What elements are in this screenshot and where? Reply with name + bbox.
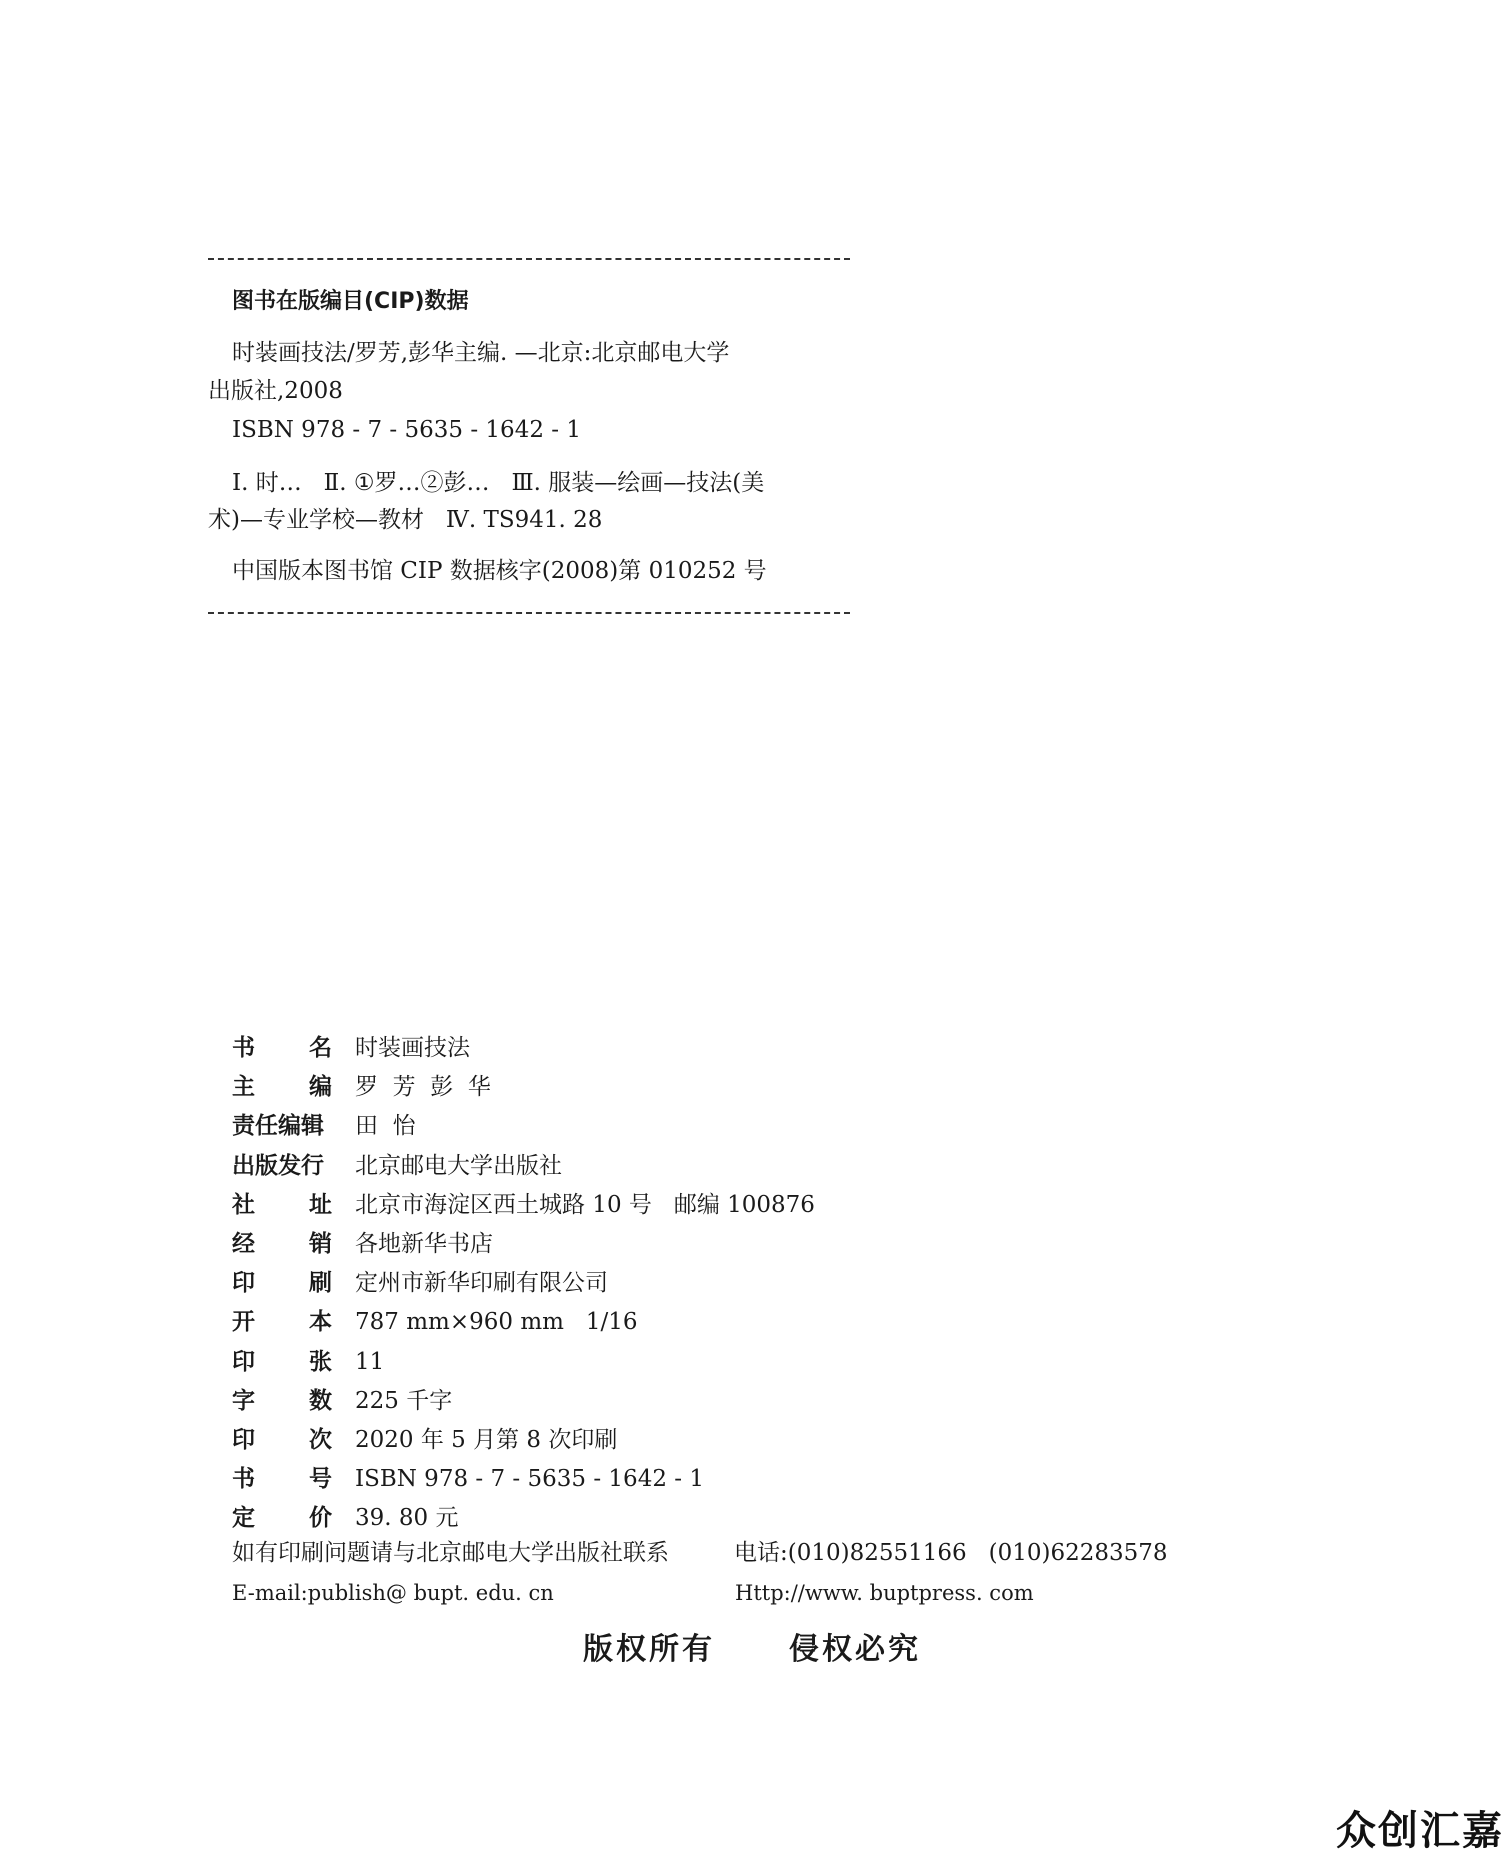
colophon-value: 北京市海淀区西土城路 10 号 邮编 100876 — [355, 1192, 815, 1218]
colophon-label-char: 张 — [309, 1349, 332, 1375]
colophon-label — [232, 1386, 332, 1416]
contact-email: E-mail:publish@ bupt. edu. cn — [232, 1581, 554, 1605]
contact-phone: 电话:(010)82551166 (010)62283578 — [734, 1540, 1168, 1566]
colophon-value: 时装画技法 — [355, 1035, 470, 1061]
colophon-label: 出版发行 — [232, 1153, 324, 1179]
cip-top-divider — [208, 258, 850, 260]
copyright-notice — [0, 1624, 1504, 1668]
contact-website: Http://www. buptpress. com — [735, 1581, 1034, 1605]
cip-line-2: 出版社,2008 — [208, 378, 343, 404]
colophon-label-char: 印 — [232, 1427, 255, 1453]
colophon-label — [232, 1190, 332, 1220]
colophon-label-char: 编 — [309, 1074, 332, 1100]
colophon-label-char: 刷 — [309, 1270, 332, 1296]
colophon-label-char: 址 — [309, 1192, 332, 1218]
copyright-right: 侵权必究 — [789, 1632, 921, 1667]
colophon-label — [232, 1268, 332, 1298]
colophon-value: ISBN 978 - 7 - 5635 - 1642 - 1 — [355, 1466, 704, 1492]
cip-isbn: ISBN 978 - 7 - 5635 - 1642 - 1 — [232, 417, 581, 443]
colophon-label-char: 开 — [232, 1309, 255, 1335]
colophon-label: 责任编辑 — [232, 1113, 324, 1139]
colophon-label-char: 本 — [309, 1309, 332, 1335]
colophon-value: 各地新华书店 — [355, 1231, 493, 1257]
colophon-label-char: 经 — [232, 1231, 255, 1257]
colophon-label-char: 数 — [309, 1388, 332, 1414]
contact-line: 如有印刷问题请与北京邮电大学出版社联系 — [232, 1540, 669, 1566]
cip-line-1: 时装画技法/罗芳,彭华主编. —北京:北京邮电大学 — [232, 340, 730, 366]
colophon-label — [232, 1347, 332, 1377]
colophon-value: 787 mm×960 mm 1/16 — [355, 1309, 638, 1335]
colophon-label-char: 书 — [232, 1035, 255, 1061]
colophon-label-char: 号 — [309, 1466, 332, 1492]
colophon-label-char: 印 — [232, 1349, 255, 1375]
colophon-label — [232, 1425, 332, 1455]
colophon-label-char: 社 — [232, 1192, 255, 1218]
colophon-label-char: 主 — [232, 1074, 255, 1100]
colophon-value: 田 怡 — [355, 1113, 416, 1139]
colophon-label — [232, 1307, 332, 1337]
cip-classification-1: Ⅰ. 时… Ⅱ. ①罗…②彭… Ⅲ. 服装—绘画—技法(美 — [232, 470, 765, 496]
colophon-label — [232, 1503, 332, 1533]
colophon-label-char: 字 — [232, 1388, 255, 1414]
colophon-label — [232, 1072, 332, 1102]
colophon-label — [232, 1464, 332, 1494]
colophon-value: 11 — [355, 1349, 385, 1375]
colophon-label — [232, 1229, 332, 1259]
colophon-value: 2020 年 5 月第 8 次印刷 — [355, 1427, 618, 1453]
colophon-label-char: 销 — [309, 1231, 332, 1257]
colophon-label-char: 书 — [232, 1466, 255, 1492]
colophon-value: 北京邮电大学出版社 — [355, 1153, 562, 1179]
colophon-label — [232, 1033, 332, 1063]
colophon-label-char: 印 — [232, 1270, 255, 1296]
cip-classification-2: 术)—专业学校—教材 Ⅳ. TS941. 28 — [208, 507, 603, 533]
colophon-label-char: 次 — [309, 1427, 332, 1453]
colophon-value: 定州市新华印刷有限公司 — [355, 1270, 608, 1296]
cip-bottom-divider — [208, 612, 850, 614]
colophon-label-char: 定 — [232, 1505, 255, 1531]
colophon-value: 罗 芳 彭 华 — [355, 1074, 491, 1100]
cip-title: 图书在版编目(CIP)数据 — [232, 289, 469, 314]
watermark-logo: 众创汇嘉 — [1336, 1808, 1504, 1854]
cip-record-number: 中国版本图书馆 CIP 数据核字(2008)第 010252 号 — [232, 558, 767, 584]
colophon-label-char: 名 — [309, 1035, 332, 1061]
copyright-left: 版权所有 — [583, 1632, 715, 1667]
colophon-value: 39. 80 元 — [355, 1505, 459, 1531]
colophon-value: 225 千字 — [355, 1388, 453, 1414]
colophon-label-char: 价 — [309, 1505, 332, 1531]
